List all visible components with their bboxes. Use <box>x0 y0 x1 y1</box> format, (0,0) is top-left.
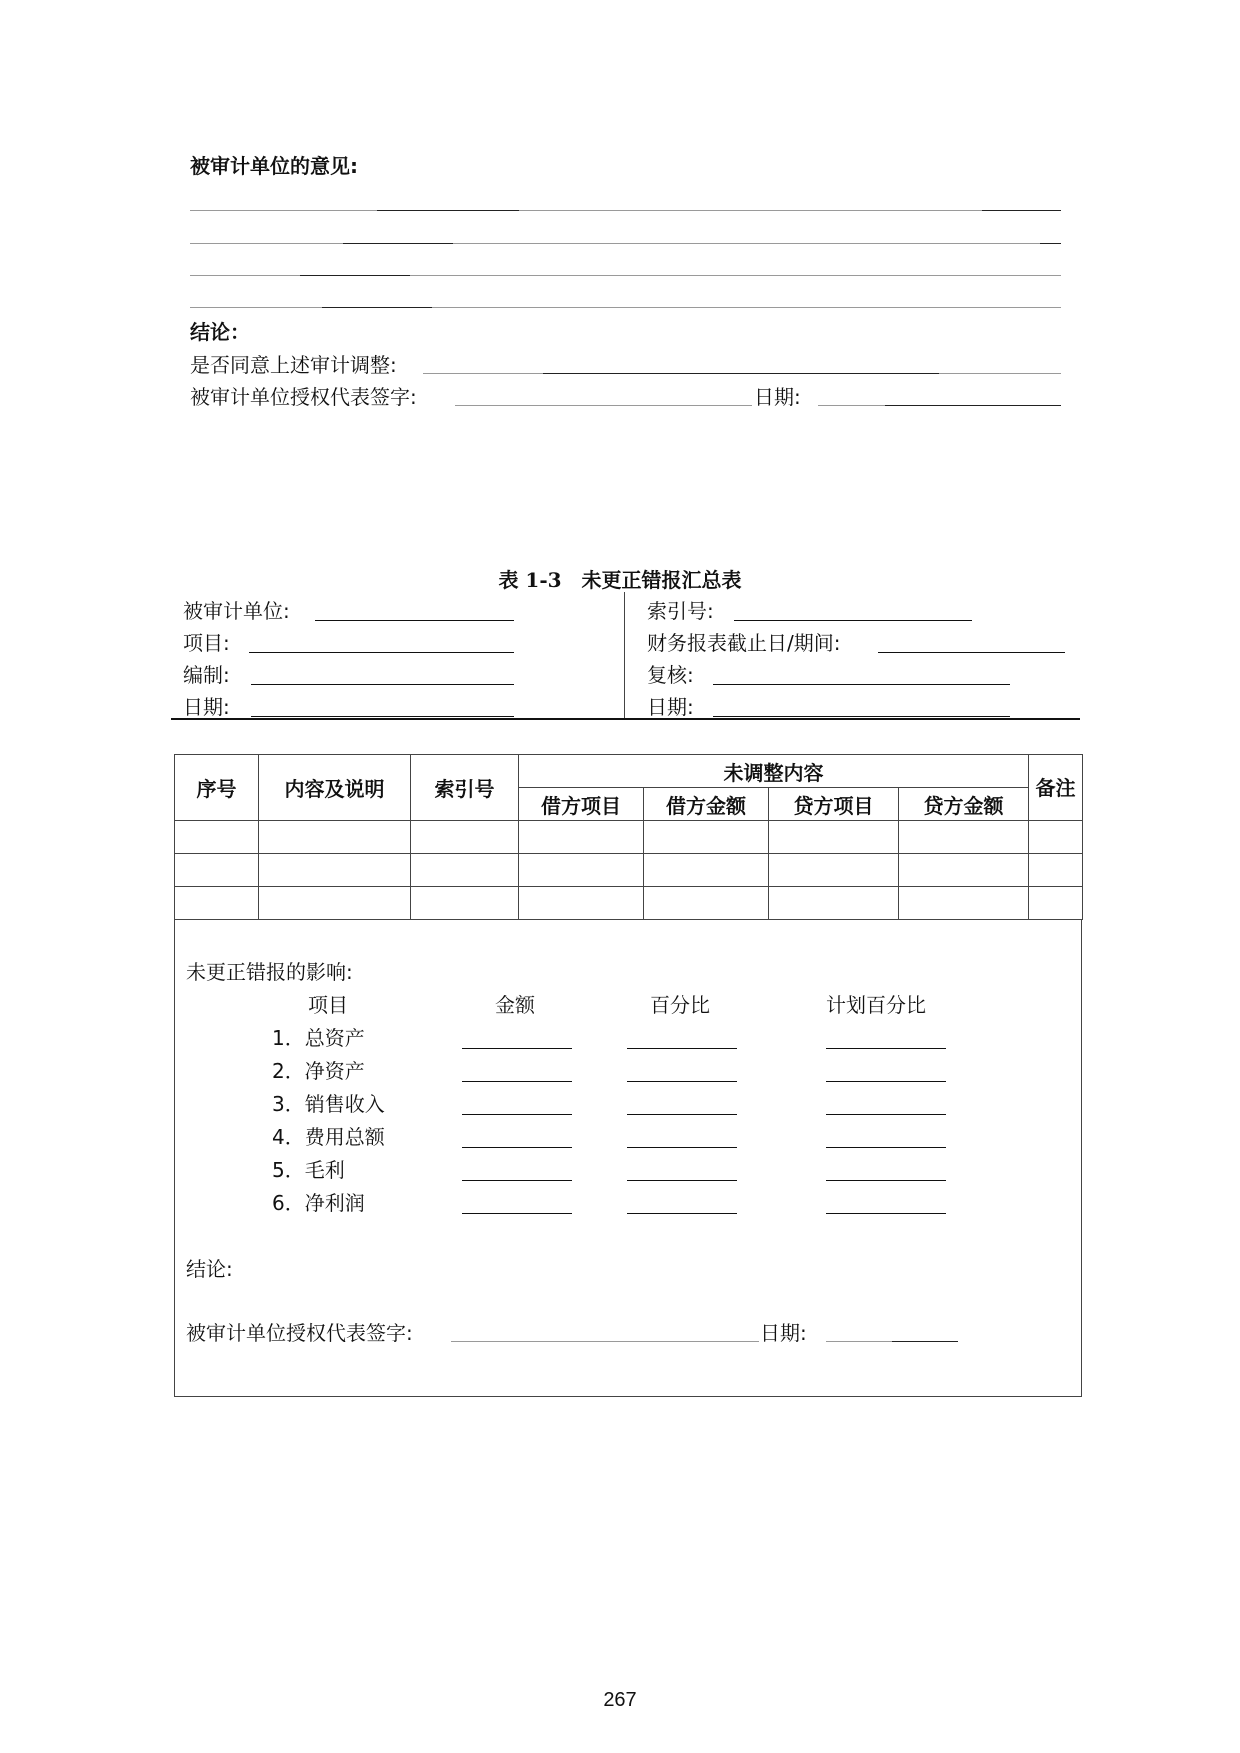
opinion-heading: 被审计单位的意见: <box>190 154 358 178</box>
opinion-line-1[interactable] <box>190 210 1061 211</box>
col-header-debit-amount: 借方金额 <box>644 788 769 821</box>
date-right-label: 日期: <box>647 695 694 719</box>
impact-planned-percent-field[interactable] <box>826 1048 946 1049</box>
report-period-label: 财务报表截止日/期间: <box>647 631 841 655</box>
table-cell[interactable] <box>1029 854 1083 887</box>
audited-unit-field[interactable] <box>315 620 514 621</box>
impact-amount-field[interactable] <box>462 1114 572 1115</box>
table-cell[interactable] <box>259 887 411 920</box>
header-bottom-rule <box>171 718 1080 720</box>
table-cell[interactable] <box>644 821 769 854</box>
col-header-credit-amount: 贷方金额 <box>899 788 1029 821</box>
index-no-label: 索引号: <box>647 599 714 623</box>
impact-item-label: 3．销售收入 <box>272 1092 385 1116</box>
col-header-seq: 序号 <box>175 755 259 821</box>
opinion-conclusion-label: 结论： <box>190 320 250 344</box>
table-cell[interactable] <box>1029 887 1083 920</box>
table-row <box>175 821 1083 854</box>
table-cell[interactable] <box>259 854 411 887</box>
impact-item-label: 2．净资产 <box>272 1059 365 1083</box>
opinion-line-3-seg <box>300 275 410 276</box>
opinion-line-4[interactable] <box>190 307 1061 308</box>
project-label: 项目: <box>183 631 230 655</box>
prepared-by-field[interactable] <box>251 684 514 685</box>
header-divider <box>624 592 625 719</box>
impact-item-label: 5．毛利 <box>272 1158 345 1182</box>
table-cell[interactable] <box>411 821 519 854</box>
table-cell[interactable] <box>259 821 411 854</box>
prepared-by-label: 编制: <box>183 663 230 687</box>
impact-col-planned-percent: 计划百分比 <box>826 993 926 1017</box>
table-cell[interactable] <box>769 821 899 854</box>
project-field[interactable] <box>249 652 514 653</box>
impact-item-label: 6．净利润 <box>272 1191 365 1215</box>
col-header-debit-item: 借方项目 <box>519 788 644 821</box>
table-cell[interactable] <box>411 887 519 920</box>
table-cell[interactable] <box>519 887 644 920</box>
table-cell[interactable] <box>899 854 1029 887</box>
table-cell[interactable] <box>519 854 644 887</box>
table-cell[interactable] <box>175 854 259 887</box>
table-cell[interactable] <box>644 887 769 920</box>
table-cell[interactable] <box>644 854 769 887</box>
opinion-line-2-seg <box>343 243 453 244</box>
table-cell[interactable] <box>175 887 259 920</box>
table-cell[interactable] <box>175 821 259 854</box>
impact-planned-percent-field[interactable] <box>826 1213 946 1214</box>
agree-question-label: 是否同意上述审计调整: <box>190 353 397 377</box>
agree-answer-line-seg <box>543 373 939 374</box>
index-no-field[interactable] <box>734 620 972 621</box>
table-cell[interactable] <box>519 821 644 854</box>
table-row <box>175 854 1083 887</box>
impact-heading: 未更正错报的影响: <box>186 960 353 984</box>
impact-item-label: 1．总资产 <box>272 1026 365 1050</box>
table-title: 表 1-3 未更正错报汇总表 <box>498 568 742 592</box>
impact-amount-field[interactable] <box>462 1147 572 1148</box>
opinion-date-line-seg <box>885 405 1061 406</box>
impact-col-percent: 百分比 <box>650 993 710 1017</box>
audited-unit-label: 被审计单位: <box>183 599 290 623</box>
table-cell[interactable] <box>769 854 899 887</box>
date-right-field[interactable] <box>713 716 1010 717</box>
impact-date-line-seg <box>892 1341 958 1342</box>
impact-signature-label: 被审计单位授权代表签字: <box>186 1321 413 1345</box>
col-header-index: 索引号 <box>411 755 519 821</box>
impact-col-amount: 金额 <box>495 993 535 1017</box>
table-cell[interactable] <box>769 887 899 920</box>
date-left-field[interactable] <box>251 716 514 717</box>
col-header-credit-item: 贷方项目 <box>769 788 899 821</box>
date-left-label: 日期: <box>183 695 230 719</box>
opinion-line-1-seg <box>377 210 519 211</box>
opinion-date-label: 日期: <box>754 385 801 409</box>
impact-percent-field[interactable] <box>627 1147 737 1148</box>
impact-planned-percent-field[interactable] <box>826 1180 946 1181</box>
impact-amount-field[interactable] <box>462 1180 572 1181</box>
table-row <box>175 887 1083 920</box>
report-period-field[interactable] <box>878 652 1065 653</box>
impact-percent-field[interactable] <box>627 1048 737 1049</box>
impact-amount-field[interactable] <box>462 1048 572 1049</box>
table-cell[interactable] <box>411 854 519 887</box>
reviewed-by-field[interactable] <box>713 684 1010 685</box>
impact-percent-field[interactable] <box>627 1114 737 1115</box>
impact-amount-field[interactable] <box>462 1081 572 1082</box>
impact-signature-line[interactable] <box>451 1341 759 1342</box>
impact-planned-percent-field[interactable] <box>826 1147 946 1148</box>
unadjusted-misstatements-table <box>174 754 1083 920</box>
impact-date-label: 日期: <box>760 1321 807 1345</box>
opinion-line-1-seg2 <box>982 210 1061 211</box>
impact-col-item: 项目 <box>308 993 348 1017</box>
impact-conclusion-label: 结论: <box>186 1257 233 1281</box>
impact-percent-field[interactable] <box>627 1180 737 1181</box>
col-header-remark: 备注 <box>1029 755 1083 821</box>
table-cell[interactable] <box>899 887 1029 920</box>
impact-amount-field[interactable] <box>462 1213 572 1214</box>
table-cell[interactable] <box>899 821 1029 854</box>
impact-percent-field[interactable] <box>627 1081 737 1082</box>
impact-planned-percent-field[interactable] <box>826 1114 946 1115</box>
opinion-signature-label: 被审计单位授权代表签字: <box>190 385 417 409</box>
col-header-unadjusted: 未调整内容 <box>519 755 1029 788</box>
table-cell[interactable] <box>1029 821 1083 854</box>
col-header-desc: 内容及说明 <box>259 755 411 821</box>
opinion-line-4-seg <box>322 307 432 308</box>
reviewed-by-label: 复核: <box>647 663 694 687</box>
opinion-line-2-seg2 <box>1040 243 1061 244</box>
impact-item-label: 4．费用总额 <box>272 1125 385 1149</box>
opinion-line-2[interactable] <box>190 243 1061 244</box>
impact-percent-field[interactable] <box>627 1213 737 1214</box>
opinion-signature-line[interactable] <box>455 405 752 406</box>
impact-planned-percent-field[interactable] <box>826 1081 946 1082</box>
page-number: 267 <box>603 1689 637 1711</box>
